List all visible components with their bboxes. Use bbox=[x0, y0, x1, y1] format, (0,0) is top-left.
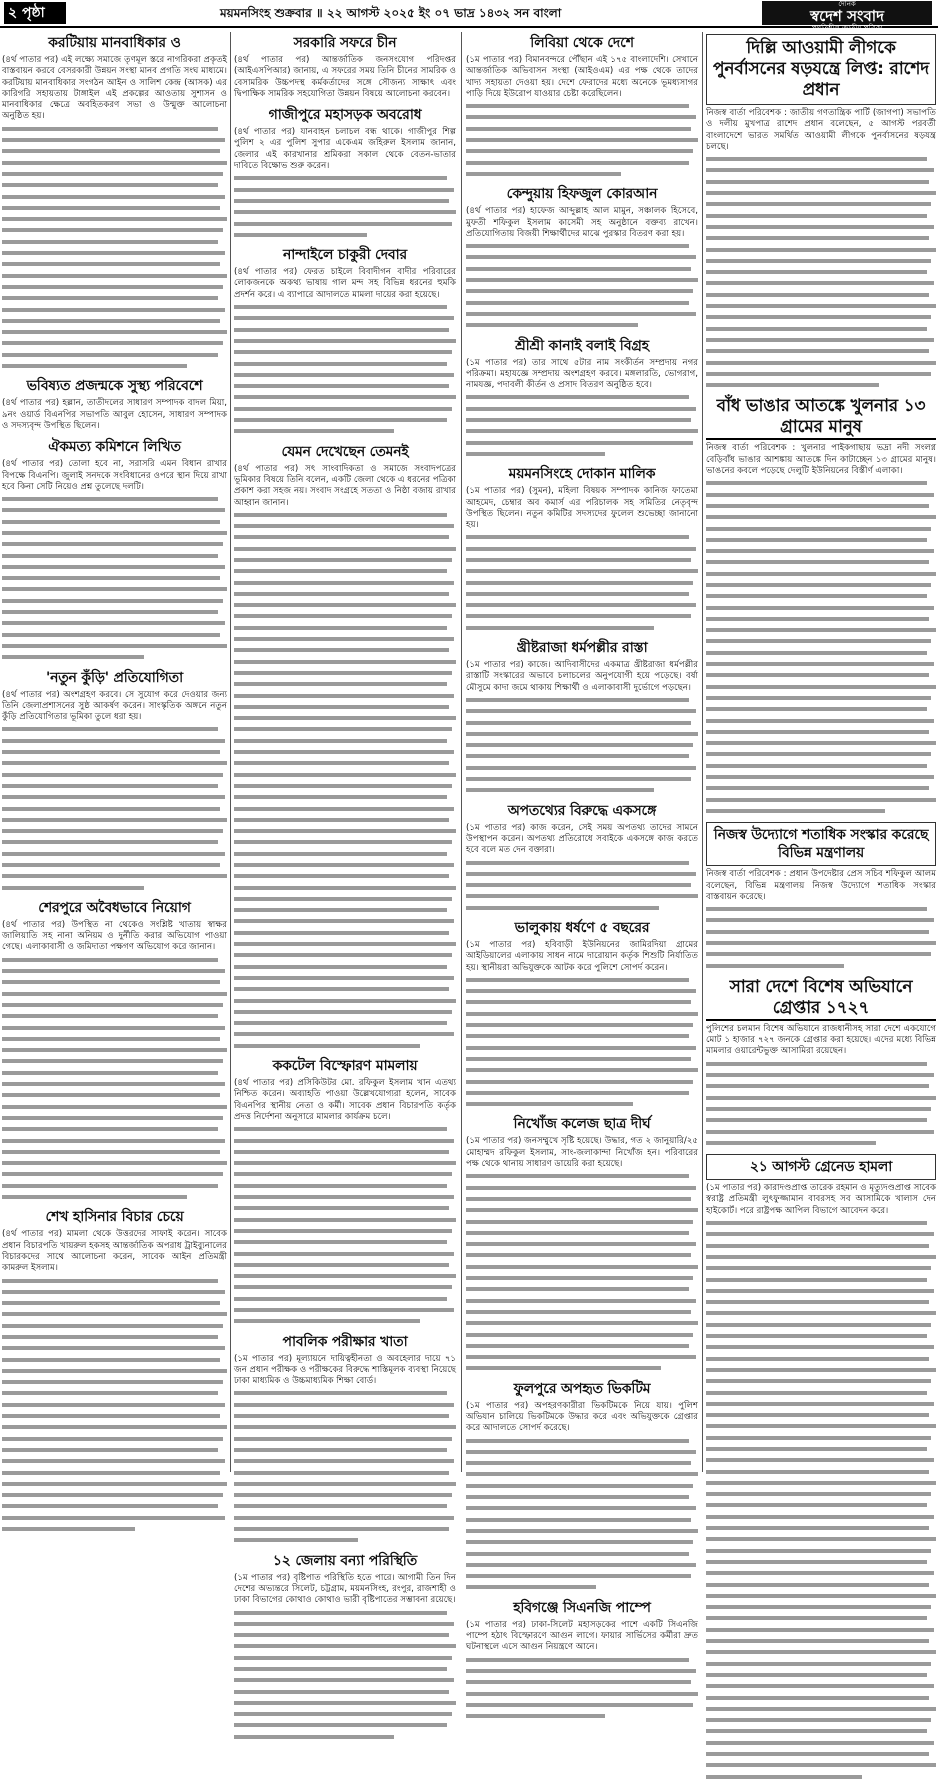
story-body-continuation bbox=[234, 509, 456, 1051]
story-body: (১ম পাতার পর) অপহরণকারীরা ভিকটিমকে নিয়ে যায়। পুলিশ অভিযান চালিয়ে ভিকটিমকে উদ্ধার করে এবং অভিযুক্তকে গ্রেপ্তার করে আদালতে সোপর্দ করেছে। bbox=[466, 1400, 698, 1434]
story-body-continuation bbox=[2, 723, 227, 892]
story-body: (১ম পাতার পর) (সুমন), মহিলা বিষয়ক সম্পাদক কানিজ ফাতেমা আহমেদ, চেম্বার অব কমার্স এর পরিচালক সহ সমিতির নেতৃবৃন্দ উপস্থিত ছিলেন। নতুন কমিটির সদস্যদের ফুলেল শুভেচ্ছা জানানো হয়। bbox=[466, 486, 698, 531]
page-number: ২ পৃষ্ঠা bbox=[4, 2, 66, 24]
story-body: নিজস্ব বার্তা পরিবেশক : খুলনার পাইকগাছায় ভদ্রা নদী সংলগ্ন বেড়িবাঁধ ভাঙার আশঙ্কায় আতঙ্কে দিন কাটাচ্ছেন ১৩ গ্রামের মানুষ। ভাঙনের কবলে পড়েছে দেলুটি ইউনিয়নের বিস্তীর্ণ এলাকা। bbox=[706, 443, 936, 477]
news-story bbox=[234, 1333, 456, 1546]
story-body-continuation bbox=[466, 100, 698, 179]
news-story bbox=[2, 669, 227, 893]
news-story bbox=[466, 802, 698, 913]
story-body-continuation bbox=[234, 1607, 456, 1743]
news-story bbox=[466, 919, 698, 1109]
story-body-continuation bbox=[706, 903, 936, 971]
news-story bbox=[466, 1115, 698, 1373]
story-headline: 'নতুন কুঁড়ি' প্রতিযোগিতা bbox=[46, 669, 183, 686]
story-body: (১ম পাতার পর) হবিবাড়ী ইউনিয়নের জামিরদিয়া গ্রামের আইডিয়ালের এলাকায় সাধন নামে দারোয়ান কর্তৃক শিশুটি নির্যাতিত হয়। স্থানীয়রা অভিযুক্তকে আটক করে পুলিশে সোপর্দ করেন। bbox=[466, 940, 698, 973]
story-body: (৪র্থ পাতার পর) হাফেজ আব্দুল্লাহ আল মামুন, সঞ্চালক হিসেবে, মুফতী শফিকুল ইসলাম কাসেমী সহ অনুষ্ঠানে বক্তব্য রাখেন। প্রতিযোগিতায় বিজয়ী শিক্ষার্থীদের মাঝে পুরস্কার বিতরণ করা হয়। bbox=[466, 206, 698, 239]
story-body: (১ম পাতার পর) বৃষ্টিপাত পরিস্থিতি হতে পারে। আগামী তিন দিন দেশের অভ্যন্তরে সিলেট, চট্টগ্রাম, ময়মনসিংহ, রংপুর, রাজশাহী ও ঢাকা বিভাগের কোথাও কোথাও ভারী বৃষ্টিপাতের সম্ভাবনা রয়েছে। bbox=[234, 1572, 456, 1606]
column-2 bbox=[234, 32, 457, 1606]
news-story bbox=[234, 1057, 456, 1327]
news-story bbox=[706, 1154, 936, 1782]
story-headline: পাবলিক পরীক্ষার খাতা bbox=[282, 1333, 408, 1350]
story-headline: কেন্দুয়ায় হিফজুল কোরআন bbox=[506, 186, 658, 203]
story-body-continuation bbox=[2, 493, 227, 662]
column-divider bbox=[702, 32, 703, 1472]
story-headline: লিবিয়া থেকে দেশে bbox=[530, 35, 634, 51]
story-headline: হবিগঞ্জে সিএনজি পাম্পে bbox=[513, 1599, 651, 1616]
news-story bbox=[466, 34, 698, 179]
news-story bbox=[706, 34, 936, 390]
story-body: (৪র্থ পাতার পর) প্রসিকিউটর মো. রফিকুল ইসলাম খান এতথ্য নিশ্চিত করেন। অব্যাহতি পাওয়া উল্লেখযোগ্যরা হলেন, সাবেক বিএনপির স্থানীয় নেতা ও কর্মী। সাবেক প্রধান বিচারপতি কর্তৃক প্রদত্ত নির্দেশনা অনুসারে মামলার কার্যক্রম চলে। bbox=[234, 1078, 456, 1122]
column-divider bbox=[230, 32, 231, 1472]
story-body: (৪র্থ পাতার পর) সৎ সাংবাদিকতা ও সমাজে সংবাদপত্রের ভূমিকার বিষয়ে তিনি বলেন, একটি জেলা থেকে এ ধরনের পত্রিকা প্রকাশ করা সহজ নয়। সংবাদ সংগ্রহে সততা ও নিষ্ঠা বজায় রাখার আহ্বান জানান। bbox=[234, 463, 456, 508]
story-body-continuation bbox=[234, 1123, 456, 1326]
story-headline: ভালুকায় ধর্ষণে ৫ বছরের bbox=[514, 920, 650, 936]
story-body-continuation bbox=[466, 1170, 698, 1373]
story-body-continuation bbox=[706, 477, 936, 816]
story-headline: নিজস্ব উদ্যোগে শতাধিক সংস্কার করেছে বিভিন্ন মন্ত্রণালয় bbox=[706, 822, 936, 866]
logo-top: দৈনিক bbox=[838, 0, 856, 8]
story-body: (৪র্থ পাতার পর) তোলা হবে না, সরাসরি এমন বিধান রাখার বিপক্ষে বিএনপি। জুলাই সনদকে সংবিধানের ওপরে স্থান দিয়ে রাখা হবে কিনা সেটি নিয়েও প্রশ্ন তুলেছে দলটি। bbox=[2, 459, 227, 492]
news-story bbox=[234, 34, 456, 100]
news-story bbox=[706, 396, 936, 816]
news-story bbox=[2, 438, 227, 662]
news-story bbox=[2, 899, 227, 1202]
story-body-continuation bbox=[466, 694, 698, 796]
story-body-continuation bbox=[234, 172, 456, 240]
logo-name: স্বদেশ সংবাদ bbox=[809, 7, 885, 25]
story-headline: নান্দাইলে চাকুরী দেবার bbox=[282, 247, 408, 264]
story-body: (১ম পাতার পর) কাজ করেন, সেই সময় অপতথ্য তাদের সামনে উপস্থাপন করেন। অপতথ্য প্রতিরোধে সবাইকে একসঙ্গে কাজ করতে হবে বলে মত দেন বক্তারা। bbox=[466, 822, 698, 856]
news-story bbox=[466, 639, 698, 796]
story-headline: শেখ হাসিনার বিচার চেয়ে bbox=[45, 1209, 184, 1226]
story-body: (৪র্থ পাতার পর) মামলা থেকে উত্তরদের সাফাই করেন। সাবেক প্রধান বিচারপতি খায়রুল হকসহ আন্তর্জাতিক অপরাধ ট্রাইব্যুনালের বিচারকদের সাথে আলোচনা করেন, সাবেক আইন প্রতিমন্ত্রী কামরুল ইসলাম। bbox=[2, 1229, 227, 1274]
story-headline: অপতথ্যের বিরুদ্ধে একসঙ্গে bbox=[507, 802, 657, 819]
news-story bbox=[2, 1208, 227, 1534]
story-body: (৪র্থ পাতার পর) উপস্থিত না থেকেও সংশ্লিষ্ট খাতায় স্বাক্ষর জালিয়াতি সহ নানা অনিয়ম ও দুর্নীতি করার অভিযোগ পাওয়া গেছে। এলাকাবাসী ও জমিদাতা পক্ষগণ অভিযোগ করে জানান। bbox=[2, 919, 227, 953]
story-body: (১ম পাতার পর) কারাদণ্ডপ্রাপ্ত তারেক রহমান ও মৃত্যুদণ্ডপ্রাপ্ত সাবেক স্বরাষ্ট্র প্রতিমন্ত্রী লুৎফুজ্জামান বাবরসহ সব আসামিকে খালাস দেন হাইকোর্ট। পরে রাষ্ট্রপক্ষ আপিল বিভাগে আবেদন করে। bbox=[706, 1183, 936, 1216]
story-body: (১ম পাতার পর) তার সাথে ৫টার নাম সংকীর্তন সম্প্রদায় নগর পরিক্রমা। মহাযজ্ঞে সম্প্রদায় অংশগ্রহণ করবে। মঙ্গলারতি, ভোগরাগ, নামযজ্ঞ, পদাবলী কীর্তন ও প্রসাদ বিতরণ অনুষ্ঠিত হবে। bbox=[466, 357, 698, 391]
story-body: (৪র্থ পাতার পর) অংশগ্রহণ করবে। সে সুযোগ করে দেওয়ার জন্য তিনি জেলাপ্রশাসনের সুষ্ঠ আকর্ষণ করেন। সাংস্কৃতিক অঙ্গনে নতুন কুঁড়ি প্রতিযোগিতার ভূমিকা তুলে ধরা হয়। bbox=[2, 689, 227, 723]
story-headline: ফুলপুরে অপহৃত ভিকটিম bbox=[513, 1380, 651, 1397]
story-body-continuation bbox=[706, 1217, 936, 1782]
story-body-continuation bbox=[466, 1435, 698, 1593]
news-story bbox=[234, 106, 456, 240]
story-headline: ২১ আগস্ট গ্রেনেড হামলা bbox=[706, 1154, 936, 1180]
story-body-continuation bbox=[2, 1275, 227, 1535]
column-4 bbox=[706, 32, 936, 1472]
story-body: নিজস্ব বার্তা পরিবেশক : প্রধান উপদেষ্টার প্রেস সচিব শফিকুল আলম বলেছেন, বিভিন্ন মন্ত্রণালয় নিজস্ব উদ্যোগে শতাধিক সংস্কার বাস্তবায়ন করেছে। bbox=[706, 869, 936, 902]
story-body: (১ম পাতার পর) মূল্যায়নে দায়িত্বহীনতা ও অবহেলার দায়ে ৭১ জন প্রধান পরীক্ষক ও পরীক্ষকের বিরুদ্ধে শাস্তিমূলক ব্যবস্থা নিয়েছে ঢাকা মাধ্যমিক ও উচ্চমাধ্যমিক শিক্ষা বোর্ড। bbox=[234, 1353, 457, 1387]
story-headline: বাঁধ ভাঙার আতঙ্কে খুলনার ১৩ গ্রামের মানুষ bbox=[706, 396, 936, 440]
story-body: (১ম পাতার পর) ঢাকা-সিলেট মহাসড়কের পাশে একটি সিএনজি পাম্পে হঠাৎ বিস্ফোরণে আগুন লাগে। ফায়ার সার্ভিসের কর্মীরা দ্রুত ঘটনাস্থলে এসে আগুন নিয়ন্ত্রণে আনে। bbox=[466, 1619, 698, 1653]
story-headline: ঐকমত্য কমিশনে লিখিত bbox=[48, 439, 181, 456]
story-body: (৪র্থ পাতার পর) এই লক্ষ্যে সমাজে তৃণমূল স্তরে নাগরিকরা প্রকৃতই বাস্তবায়ন করবে বেসরকারী উন্নয়ন সংস্থা মানব প্রগতি সংঘ মাধ্যমে। করটিয়ায় মানবাধিকার সংগঠন আইন ও সালিশ কেন্দ্র (আসক) এর কারিগরি সহায়তায় টাঙ্গাইল এই প্রকল্পের আওতায় সুশাসন ও মানবাধিকার ক্ষেত্রে অবহিতকরণ সভা ও উন্মুক্ত আলোচনা অনুষ্ঠিত হয়। bbox=[2, 55, 227, 122]
story-headline: যেমন দেখেছেন তেমনই bbox=[281, 443, 409, 460]
story-body: (১ম পাতার পর) কাজে। আদিবাসীদের একমাত্র খ্রীষ্টরাজা ধর্মপল্লীর রাস্তাটি সংস্কারের অভাবে চলাচলের অনুপযোগী হয়ে পড়েছে। বর্ষা মৌসুমে কাদা জমে থাকায় শিক্ষার্থী ও এলাকাবাসী দুর্ভোগে পড়ছেন। bbox=[466, 660, 698, 693]
story-body: (৪র্থ পাতার পর) ফেরত চাইলে বিবাদীগন বাদীর পরিবারের লোকজনকে অকথ্য ভাষায় গাল মন্দ সহ বিভিন্ন ধরনের হুমকি প্রদর্শন করে। এ ব্যাপারে আদালতে মামলা দায়ের করা হয়েছে। bbox=[234, 267, 456, 300]
story-body-continuation bbox=[706, 153, 936, 390]
story-headline: নিখোঁজ কলেজ ছাত্র দীর্ঘ bbox=[513, 1116, 651, 1133]
logo-tagline: প্রগতিশীল জাতীয় পত্রিকা bbox=[811, 24, 883, 32]
story-body-continuation bbox=[466, 857, 698, 913]
story-body-continuation bbox=[466, 240, 698, 330]
dateline: ময়মনসিংহ শুক্রবার ॥ ২২ আগস্ট ২০২৫ ইং ০৭ ভাদ্র ১৪৩২ সন বাংলা bbox=[220, 6, 562, 20]
story-headline: শ্রীশ্রী কানাই বলাই বিগ্রহ bbox=[515, 337, 649, 354]
masthead bbox=[0, 0, 938, 32]
news-story bbox=[466, 1599, 698, 1722]
story-body-continuation bbox=[466, 1654, 698, 1722]
news-story bbox=[234, 443, 456, 1051]
story-headline: ভবিষ্যত প্রজন্মকে সুস্থ্য পরিবেশে bbox=[26, 378, 203, 395]
story-body: (১ম পাতার পর) জনসম্মুখে সৃষ্টি হয়েছে। উদ্ধার, গত ২ জানুয়ারি/২৫ মোহাম্মদ রফিকুল ইসলাম, সাং-জলাকান্দা নিখোঁজ হন। পরিবারের পক্ষ থেকে থানায় সাধারণ ডায়েরি করা হয়েছে। bbox=[466, 1136, 698, 1170]
story-body-continuation bbox=[234, 1387, 456, 1545]
news-story bbox=[2, 34, 227, 371]
column-3 bbox=[466, 32, 698, 1653]
story-body-continuation bbox=[2, 123, 227, 372]
news-story bbox=[466, 185, 698, 330]
story-body-continuation bbox=[466, 974, 698, 1110]
news-story bbox=[466, 465, 698, 633]
story-body-continuation bbox=[706, 1058, 936, 1148]
news-story bbox=[2, 377, 227, 432]
news-story bbox=[466, 337, 698, 460]
story-headline: দিল্লি আওয়ামী লীগকে পুনর্বাসনের ষড়যন্ত্রে লিপ্ত: রাশেদ প্রধান bbox=[706, 34, 936, 105]
story-body: (৪র্থ পাতার পর) আন্তর্জাতিক জনসংযোগ পরিদপ্তর (আইএসপিআর) জানায়, এ সফরের সময় তিনি চীনের সামরিক ও বেসামরিক উচ্চপদস্থ কর্মকর্তাদের সঙ্গে সৌজন্য সাক্ষাৎ এবং দ্বিপাক্ষিক সামরিক সহযোগিতা উন্নয়ন বিষয়ে আলোচনা করবেন। bbox=[234, 55, 456, 99]
story-headline: ককটেল বিস্ফোরণ মামলায় bbox=[272, 1058, 418, 1075]
news-story bbox=[234, 246, 456, 436]
story-headline: সরকারি সফরে চীন bbox=[293, 35, 397, 51]
story-body-continuation bbox=[2, 954, 227, 1203]
news-story bbox=[706, 822, 936, 971]
story-headline: গাজীপুরে মহাসড়ক অবরোধ bbox=[268, 107, 422, 124]
story-body: (৪র্থ পাতার পর) হল্লান, তাতীদলের সাধারণ সম্পাদক বাদল মিয়া, ৯নং ওয়ার্ড বিএনপির সভাপতি আবুল হোসেন, সাধারণ সম্পাদক ও সদস্যবৃন্দ উপস্থিত ছিলেন। bbox=[2, 398, 227, 431]
news-story bbox=[706, 977, 936, 1148]
story-body-continuation bbox=[466, 531, 698, 633]
story-body: (১ম পাতার পর) বিমানবন্দরে পৌঁছান এই ১৭৫ বাংলাদেশি। সেখানে আন্তর্জাতিক অভিবাসন সংস্থা (আইওএম) এর পক্ষ থেকে তাদের খাদ্য সহায়তা দেওয়া হয়। দেশে ফেরাদের মধ্যে অনেকে ভূমধ্যসাগর পাড়ি দিয়ে ইউরোপ যাওয়ার চেষ্টা করেছিলেন। bbox=[466, 55, 698, 99]
story-body: নিজস্ব বার্তা পরিবেশক : জাতীয় গণতান্ত্রিক পার্টি (জাগপা) সভাপতি ও দলীয় মুখপাত্র রাশেদ প্রধান বলেছেন, ৫ আগস্ট পরবর্তী বাংলাদেশে ভারত সমর্থিত আওয়ামী লীগকে পুনর্বাসনের ষড়যন্ত্র চলছে। bbox=[706, 108, 936, 152]
story-headline: সারা দেশে বিশেষ অভিযানে গ্রেপ্তার ১৭২৭ bbox=[706, 977, 936, 1021]
news-story bbox=[234, 1552, 456, 1742]
story-headline: খ্রীষ্টরাজা ধর্মপল্লীর রাস্তা bbox=[516, 640, 648, 657]
news-story bbox=[466, 1380, 698, 1593]
story-headline: ময়মনসিংহে দোকান মালিক bbox=[508, 466, 656, 483]
newspaper-logo bbox=[762, 0, 932, 32]
column-divider bbox=[461, 32, 462, 1472]
story-headline: ১২ জেলায় বন্যা পরিস্থিতি bbox=[272, 1552, 418, 1569]
story-body: (৪র্থ পাতার পর) যানবাহন চলাচল বন্ধ থাকে। গাজীপুর শিল্প পুলিশ ২ এর পুলিশ সুপার একেএম জহিরুল ইসলাম জানান, জেলার এই কারখানার শ্রমিকরা সকাল থেকে বেতন-ভাতার দাবিতে বিক্ষোভ শুরু করেন। bbox=[234, 127, 456, 172]
story-body-continuation bbox=[234, 301, 456, 437]
story-body: পুলিশের চলমান বিশেষ অভিযানে রাজধানীসহ সারা দেশে একযোগে মোট ১ হাজার ৭২৭ জনকে গ্রেপ্তার করা হয়েছে। এদের মধ্যে বিভিন্ন মামলার ওয়ারেন্টভুক্ত আসামিরা রয়েছেন। bbox=[706, 1023, 936, 1057]
story-headline: করটিয়ায় মানবাধিকার ও bbox=[48, 35, 181, 51]
column-1 bbox=[2, 32, 227, 1472]
story-headline: শেরপুরে অবৈধভাবে নিয়োগ bbox=[38, 899, 191, 916]
story-body-continuation bbox=[466, 391, 698, 459]
